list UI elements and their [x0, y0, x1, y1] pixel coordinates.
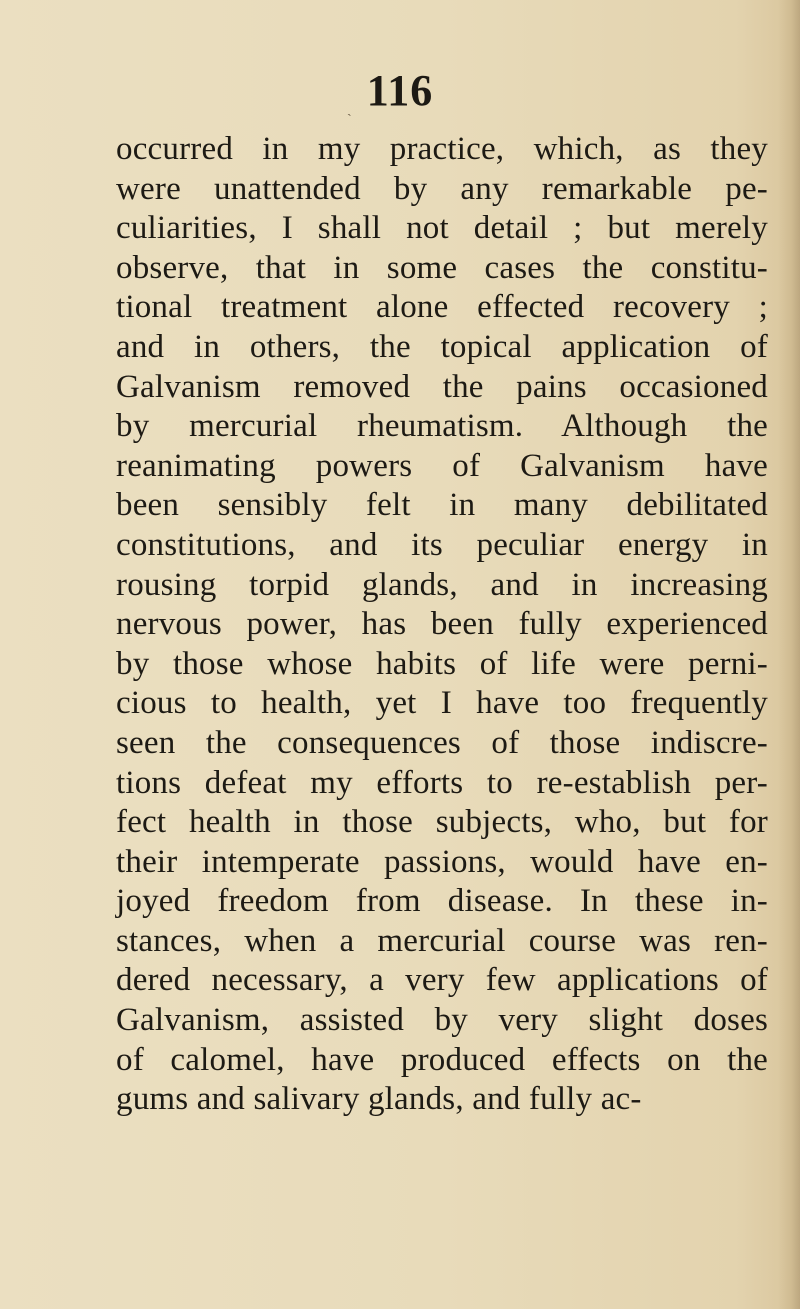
text-line: constitutions, and its peculiar energy in [116, 526, 768, 563]
text-line: tional treatment alone effected recovery ; [116, 289, 768, 326]
text-line: gums and salivary glands, and fully ac- [116, 1081, 642, 1118]
text-line: occurred in my practice, which, as they [116, 131, 768, 167]
text-line: seen the consequences of those indiscre- [116, 724, 768, 761]
text-line: nervous power, has been fully experienced [116, 606, 768, 643]
text-line: stances, when a mercurial course was ren- [116, 922, 768, 959]
text-line: tions defeat my efforts to re-establish per- [116, 764, 768, 801]
text-line: joyed freedom from disease. In these in- [116, 883, 768, 920]
text-line: cious to health, yet I have too frequently [116, 685, 768, 722]
text-line: fect health in those subjects, who, but for [116, 804, 768, 841]
text-line: their intemperate passions, would have en- [116, 843, 768, 880]
text-line: culiarities, I shall not detail ; but merely [116, 210, 768, 247]
text-line: been sensibly felt in many debilitated [116, 487, 768, 524]
text-line: Galvanism removed the pains occasioned [116, 368, 768, 405]
text-line: rousing torpid glands, and in increasing [116, 566, 768, 603]
text-line: by those whose habits of life were perni- [116, 645, 768, 682]
page-number: 116 [366, 66, 434, 115]
text-line: and in others, the topical application of [116, 328, 768, 365]
ink-speck: ˎ [347, 102, 352, 117]
text-line: by mercurial rheumatism. Although the [116, 408, 768, 445]
body-text [116, 130, 768, 1120]
text-line: observe, that in some cases the constitu- [116, 249, 768, 286]
text-line: reanimating powers of Galvanism have [116, 447, 768, 484]
page-edge-shadow [778, 0, 800, 1309]
text-line: Galvanism, assisted by very slight doses [116, 1002, 768, 1039]
text-line: were unattended by any remarkable pe- [116, 170, 768, 207]
text-line: dered necessary, a very few applications of [116, 962, 768, 999]
text-line: of calomel, have produced effects on the [116, 1041, 768, 1078]
